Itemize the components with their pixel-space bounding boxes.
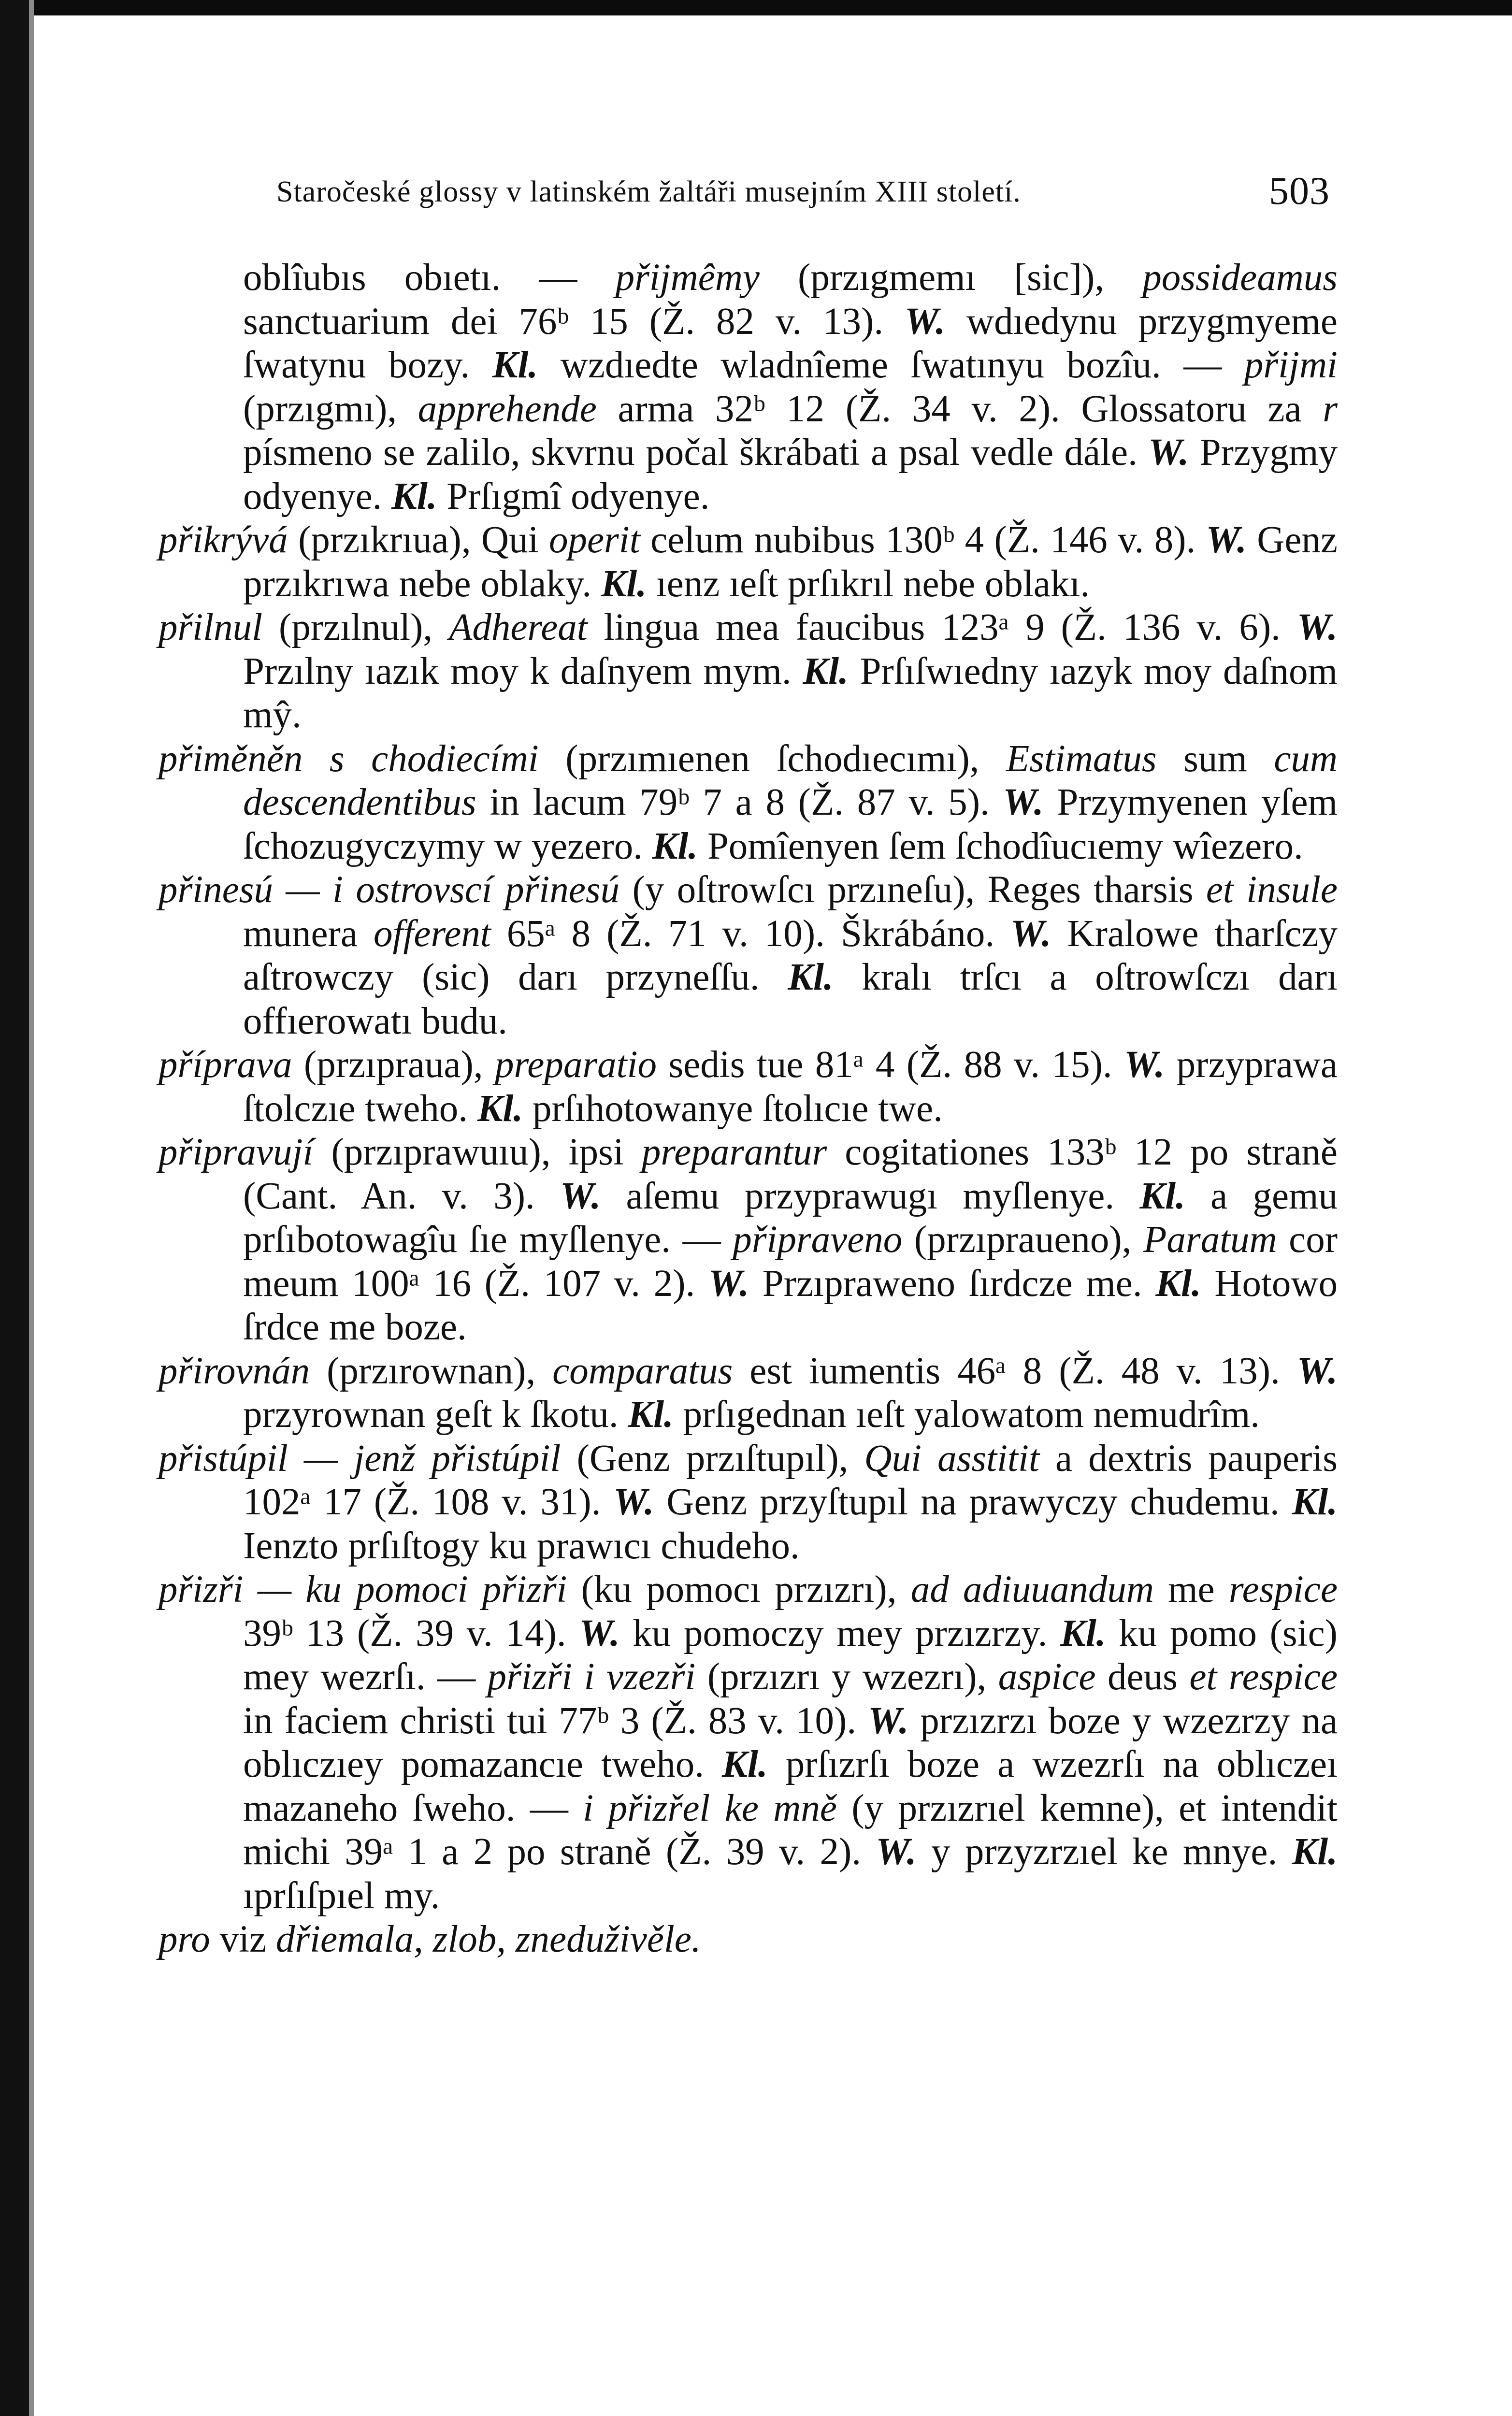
source-siglum: Kl.: [1292, 1831, 1338, 1873]
italic-text: cum descendentibus: [243, 737, 1338, 823]
entry-text: sanctuarium dei 76ᵇ 15 (Ž. 82 v. 13).: [243, 300, 905, 343]
headword: přizři — ku pomoci přizři: [158, 1568, 567, 1611]
source-siglum: Kl.: [1060, 1612, 1106, 1654]
italic-text: dřiemala, zlob, zneduživěle.: [275, 1918, 701, 1960]
entry-text: Przygmy odyenye.: [243, 431, 1338, 518]
italic-text: přizři i vzezři: [487, 1656, 696, 1698]
entry-text: prſıgednan ıeſt yalowatom nemudrîm.: [673, 1394, 1260, 1436]
entry-text: (przımıenen ſchodıecımı),: [538, 737, 1006, 780]
headword: přikrývá: [158, 519, 288, 561]
entry-text: Pomîenyen ſem ſchodîucıemy wîezero.: [698, 825, 1303, 867]
entry-text: przyprawa ſtolczıe tweho.: [243, 1044, 1338, 1130]
running-title: Staročeské glossy v latinském žaltáři musejním XIII století.: [276, 175, 1021, 208]
entry-text: (przıkrıua), Qui: [288, 519, 549, 561]
entry-text: (przıgmı),: [243, 388, 418, 430]
entry-text: Hotowo ſrdce me boze.: [243, 1262, 1338, 1348]
entry-text: (przılnul),: [262, 606, 449, 648]
source-siglum: W.: [613, 1481, 654, 1523]
entry-text: (y oſtrowſcı przıneſu), Reges tharsis: [619, 869, 1206, 911]
italic-text: Adhereat: [449, 606, 588, 648]
entry-text: Przıpraweno ſırdcze me.: [749, 1262, 1156, 1305]
entry-text: prſızrſı boze a wzezrſı na oblıczeı mazaneho ſweho. —: [243, 1743, 1338, 1829]
italic-text: ad adiuuandum: [910, 1568, 1154, 1611]
italic-text: operit: [548, 519, 640, 561]
entry-text: 39ᵇ 13 (Ž. 39 v. 14).: [243, 1612, 579, 1654]
glossary-entry: [158, 1568, 1338, 1918]
entry-text: wzdıedte wladnîeme ſwatınyu bozîu. —: [538, 344, 1244, 386]
entry-text: ıprſıſpıel my.: [243, 1874, 440, 1917]
entry-text: a gemu prſıbotowagîu ſıe myſlenye. —: [243, 1175, 1338, 1261]
headword: přirovnán: [158, 1350, 310, 1392]
glossary-entry: [158, 737, 1338, 869]
page-header: [276, 170, 1330, 218]
entry-text: 65ᵃ 8 (Ž. 71 v. 10). Škrábáno.: [490, 912, 1011, 955]
entry-text: Przılny ıazık moy k daſnyem mym.: [243, 650, 803, 692]
italic-text: Paratum: [1143, 1219, 1277, 1261]
italic-text: i přizřel ke mně: [583, 1787, 837, 1829]
glossary-entry: [158, 606, 1338, 737]
source-siglum: W.: [1148, 431, 1189, 474]
entry-text: wdıedynu przygmyeme ſwatynu bozy.: [243, 300, 1338, 386]
source-siglum: Kl.: [391, 475, 437, 518]
entry-text: Genz przyſtupıl na prawyczy chudemu.: [654, 1481, 1292, 1523]
italic-text: Qui asstitit: [864, 1437, 1039, 1480]
source-siglum: W.: [1010, 912, 1051, 955]
entry-text: (ku pomocı przızrı),: [567, 1568, 911, 1611]
entry-text: lingua mea faucibus 123ᵃ 9 (Ž. 136 v. 6).: [587, 606, 1297, 648]
entry-text: viz: [210, 1918, 276, 1960]
source-siglum: W.: [579, 1612, 620, 1654]
headword: přinesú — i ostrovscí přinesú: [158, 869, 620, 911]
italic-text: připraveno: [733, 1219, 903, 1261]
source-siglum: Kl.: [803, 650, 849, 692]
entry-text: y przyzrzıel ke mnye.: [916, 1831, 1292, 1873]
headword: přilnul: [158, 606, 263, 648]
entry-text: przızrzı boze y wzezrzy na oblıczıey pomazancıe tweho.: [243, 1699, 1338, 1785]
entry-text: (przıgmemı [sic]),: [759, 257, 1143, 299]
entry-text: oblîubıs obıetı. —: [243, 257, 616, 299]
italic-text: aspice: [998, 1656, 1096, 1698]
entry-text: Przymyenen yſem ſchozugyczymy w yezero.: [243, 781, 1338, 867]
entry-text: ıenz ıeſt prſıkrıl nebe oblakı.: [647, 562, 1090, 605]
source-siglum: Kl.: [628, 1394, 674, 1436]
entry-text: (przıprawuıu), ipsi: [313, 1131, 642, 1173]
source-siglum: Kl.: [1139, 1175, 1185, 1217]
italic-text: et insule: [1206, 869, 1338, 911]
entry-text: me: [1153, 1568, 1229, 1611]
glossary-entry: [158, 518, 1338, 606]
italic-text: preparatio: [495, 1044, 657, 1086]
entry-text: (przıpraua),: [292, 1044, 495, 1086]
entry-text: Kralowe tharſczy aſtrowczy (sic) darı przyneſſu.: [243, 912, 1338, 998]
source-siglum: W.: [708, 1262, 749, 1305]
scan-border-top: [0, 0, 1512, 15]
entry-text: arma 32ᵇ 12 (Ž. 34 v. 2). Glossatoru za: [596, 388, 1323, 430]
glossary-entry: [158, 1043, 1338, 1131]
entry-text: (przırownan),: [310, 1350, 553, 1392]
source-siglum: Kl.: [652, 825, 698, 867]
headword: pro: [158, 1918, 210, 1960]
entry-text: a dextris pauperis 102ᵃ 17 (Ž. 108 v. 31).: [243, 1437, 1338, 1523]
entry-text: cor meum 100ᵃ 16 (Ž. 107 v. 2).: [243, 1219, 1338, 1305]
italic-text: possideamus: [1142, 257, 1338, 299]
entry-text: deus: [1095, 1656, 1190, 1698]
glossary-entry-continued: [158, 256, 1338, 518]
entry-text: Prſıgmî odyenye.: [437, 475, 710, 518]
italic-text: Estimatus: [1006, 737, 1157, 780]
entry-text: sedis tue 81ᵃ 4 (Ž. 88 v. 15).: [657, 1044, 1124, 1086]
italic-text: apprehende: [418, 388, 597, 430]
glossary-entry: [158, 1918, 1338, 1962]
entry-text: prſıhotowanye ſtolıcıe twe.: [523, 1087, 943, 1130]
source-siglum: Kl.: [788, 956, 834, 998]
entry-text: in faciem christi tui 77ᵇ 3 (Ž. 83 v. 10).: [243, 1699, 868, 1742]
italic-text: přijmêmy: [615, 257, 760, 299]
italic-text: et respice: [1189, 1656, 1338, 1698]
entry-text: aſemu przyprawugı myſlenye.: [601, 1175, 1140, 1217]
entry-text: cogitationes 133ᵇ 12 po straně (Cant. An. v. 3).: [243, 1131, 1338, 1217]
source-siglum: W.: [876, 1831, 917, 1873]
source-siglum: W.: [1003, 781, 1044, 823]
source-siglum: W.: [868, 1699, 909, 1742]
entry-text: Genz przıkrıwa nebe oblaky.: [243, 519, 1338, 605]
source-siglum: Kl.: [722, 1743, 768, 1785]
source-siglum: W.: [905, 300, 946, 343]
source-siglum: W.: [1206, 519, 1247, 561]
italic-text: offerent: [373, 912, 491, 955]
headword: příprava: [158, 1044, 292, 1086]
entry-text: munera: [243, 912, 374, 955]
entry-text: przyrownan geſt k ſkotu.: [243, 1394, 628, 1436]
italic-text: respice: [1228, 1568, 1338, 1611]
entry-text: (y przızrıel kemne), et intendit michi 39ᵃ 1 a 2 po straně (Ž. 39 v. 2).: [243, 1787, 1338, 1873]
italic-text: preparantur: [641, 1131, 827, 1173]
source-siglum: Kl.: [1155, 1262, 1201, 1305]
glossary-body: [158, 256, 1338, 1962]
source-siglum: Kl.: [1292, 1481, 1338, 1523]
italic-text: r: [1323, 388, 1338, 430]
page-number: 503: [1269, 169, 1330, 213]
italic-text: přijmi: [1244, 344, 1338, 386]
source-siglum: Kl.: [492, 344, 538, 386]
entry-text: (przızrı y wzezrı),: [695, 1656, 998, 1698]
glossary-entry: [158, 868, 1338, 1043]
source-siglum: W.: [1124, 1044, 1165, 1086]
entry-text: est iumentis 46ᵃ 8 (Ž. 48 v. 13).: [733, 1350, 1297, 1392]
entry-text: (Genz przıſtupıl),: [561, 1437, 864, 1480]
entry-text: ku pomo (sic) mey wezrſı. —: [243, 1612, 1338, 1698]
glossary-entry: [158, 1437, 1338, 1568]
headword: přiměněn s chodiecími: [158, 737, 539, 780]
scan-border-left: [0, 0, 29, 2416]
source-siglum: Kl.: [601, 562, 647, 605]
headword: připravují: [158, 1131, 314, 1173]
headword: přistúpil — jenž přistúpil: [158, 1437, 561, 1480]
entry-text: Prſıſwıedny ıazyk moy daſnom mŷ.: [243, 650, 1338, 736]
entry-text: (przıpraueno),: [902, 1219, 1144, 1261]
source-siglum: W.: [560, 1175, 601, 1217]
italic-text: comparatus: [552, 1350, 733, 1392]
glossary-entry: [158, 1350, 1338, 1437]
entry-text: kralı trſcı a oſtrowſczı darı offıerowatı budu.: [243, 956, 1338, 1042]
source-siglum: W.: [1296, 1350, 1338, 1392]
source-siglum: Kl.: [477, 1087, 523, 1130]
entry-text: in lacum 79ᵇ 7 a 8 (Ž. 87 v. 5).: [476, 781, 1003, 823]
entry-text: ku pomoczy mey przızrzy.: [619, 1612, 1061, 1654]
entry-text: sum: [1156, 737, 1274, 780]
entry-text: písmeno se zalilo, skvrnu počal škrábati a psal vedle dále.: [243, 431, 1149, 474]
glossary-entry: [158, 1131, 1338, 1350]
source-siglum: W.: [1296, 606, 1338, 648]
entry-text: celum nubibus 130ᵇ 4 (Ž. 146 v. 8).: [640, 519, 1206, 561]
entry-text: Ienzto prſıſtogy ku prawıcı chudeho.: [243, 1524, 800, 1567]
